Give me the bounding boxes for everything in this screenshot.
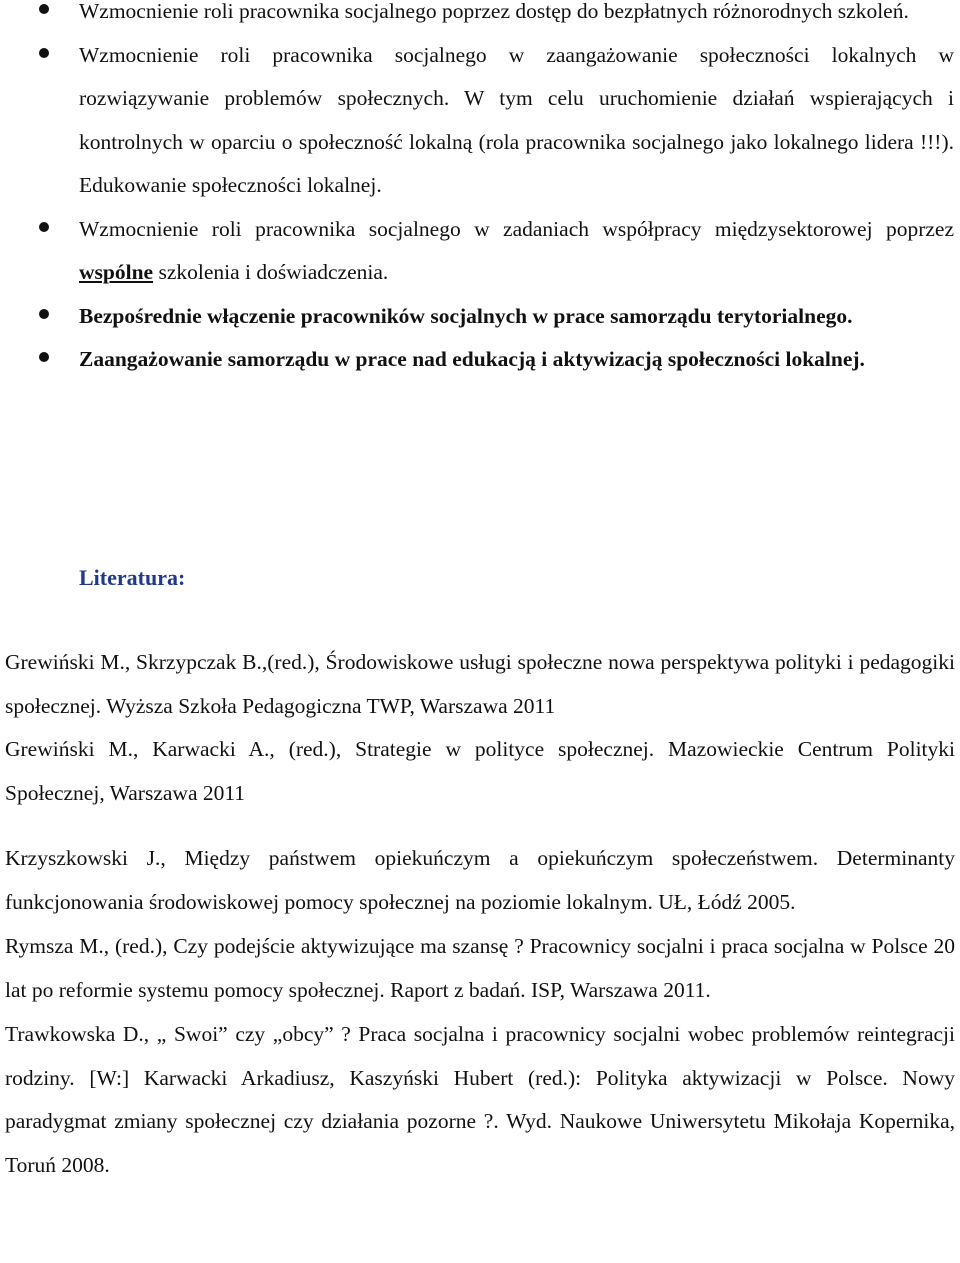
list-item [0, 34, 960, 208]
reference-item: Rymsza M., (red.), Czy podejście aktywizujące ma szansę ? Pracownicy socjalni i praca socjalna w Polsce 20 lat po reformie systemu pomocy społecznej. Raport z badań. ISP, Warszawa 2011. [5, 934, 955, 1002]
literature-heading: Literatura: [79, 565, 186, 590]
bullet-text [79, 208, 954, 295]
reference-list [5, 641, 955, 1187]
list-item [0, 208, 960, 295]
bullet-list [0, 0, 960, 382]
bullet-text: Wzmocnienie roli pracownika socjalnego poprzez dostęp do bezpłatnych różnorodnych szkoleń. [79, 0, 909, 23]
list-item [0, 338, 960, 382]
reference-item: Grewiński M., Karwacki A., (red.), Strategie w polityce społecznej. Mazowieckie Centrum Polityki Społecznej, Warszawa 2011 [5, 737, 955, 805]
list-item [0, 0, 960, 34]
bullet-icon [39, 309, 49, 319]
bullet-icon [39, 222, 49, 232]
bullet-icon [39, 48, 49, 58]
emphasis-text: wspólne [79, 260, 154, 284]
bullet-text: Zaangażowanie samorządu w prace nad edukacją i aktywizacją społeczności lokalnej. [79, 347, 865, 371]
bullet-text: Wzmocnienie roli pracownika socjalnego w zaangażowanie społeczności lokalnych w rozwiązywanie problemów społecznych. W tym celu uruchomienie działań wspierających i kontrolnych w oparciu o społeczność lokalną (rola pracownika socjalnego jako lokalnego lidera !!!). Edukowanie społeczności lokalnej. [79, 42, 954, 197]
reference-item: Trawkowska D., „ Swoi” czy „obcy” ? Praca socjalna i pracownicy socjalni wobec problemów reintegracji rodziny. [W:] Karwacki Arkadiusz, Kaszyński Hubert (red.): Polityka aktywizacji w Polsce. Nowy paradygmat zmiany społecznej czy działania pozorne ?. Wyd. Naukowe Uniwersytetu Mikołaja Kopernika, Toruń 2008. [5, 1022, 955, 1177]
bullet-icon [39, 4, 49, 14]
bullet-text: Bezpośrednie włączenie pracowników socjalnych w prace samorządu terytorialnego. [79, 303, 853, 328]
reference-item: Grewiński M., Skrzypczak B.,(red.), Środowiskowe usługi społeczne nowa perspektywa polityki i pedagogiki społecznej. Wyższa Szkoła Pedagogiczna TWP, Warszawa 2011 [5, 650, 955, 718]
bullet-text-after: szkolenia i doświadczenia. [153, 260, 389, 284]
reference-item: Krzyszkowski J., Między państwem opiekuńczym a opiekuńczym społeczeństwem. Determinanty funkcjonowania środowiskowej pomocy społecznej na poziomie lokalnym. UŁ, Łódź 2005. [5, 846, 955, 914]
list-item [0, 295, 960, 339]
bullet-icon [39, 352, 49, 362]
bullet-text-before: Wzmocnienie roli pracownika socjalnego w zadaniach współpracy międzysektorowej poprzez [79, 216, 954, 241]
